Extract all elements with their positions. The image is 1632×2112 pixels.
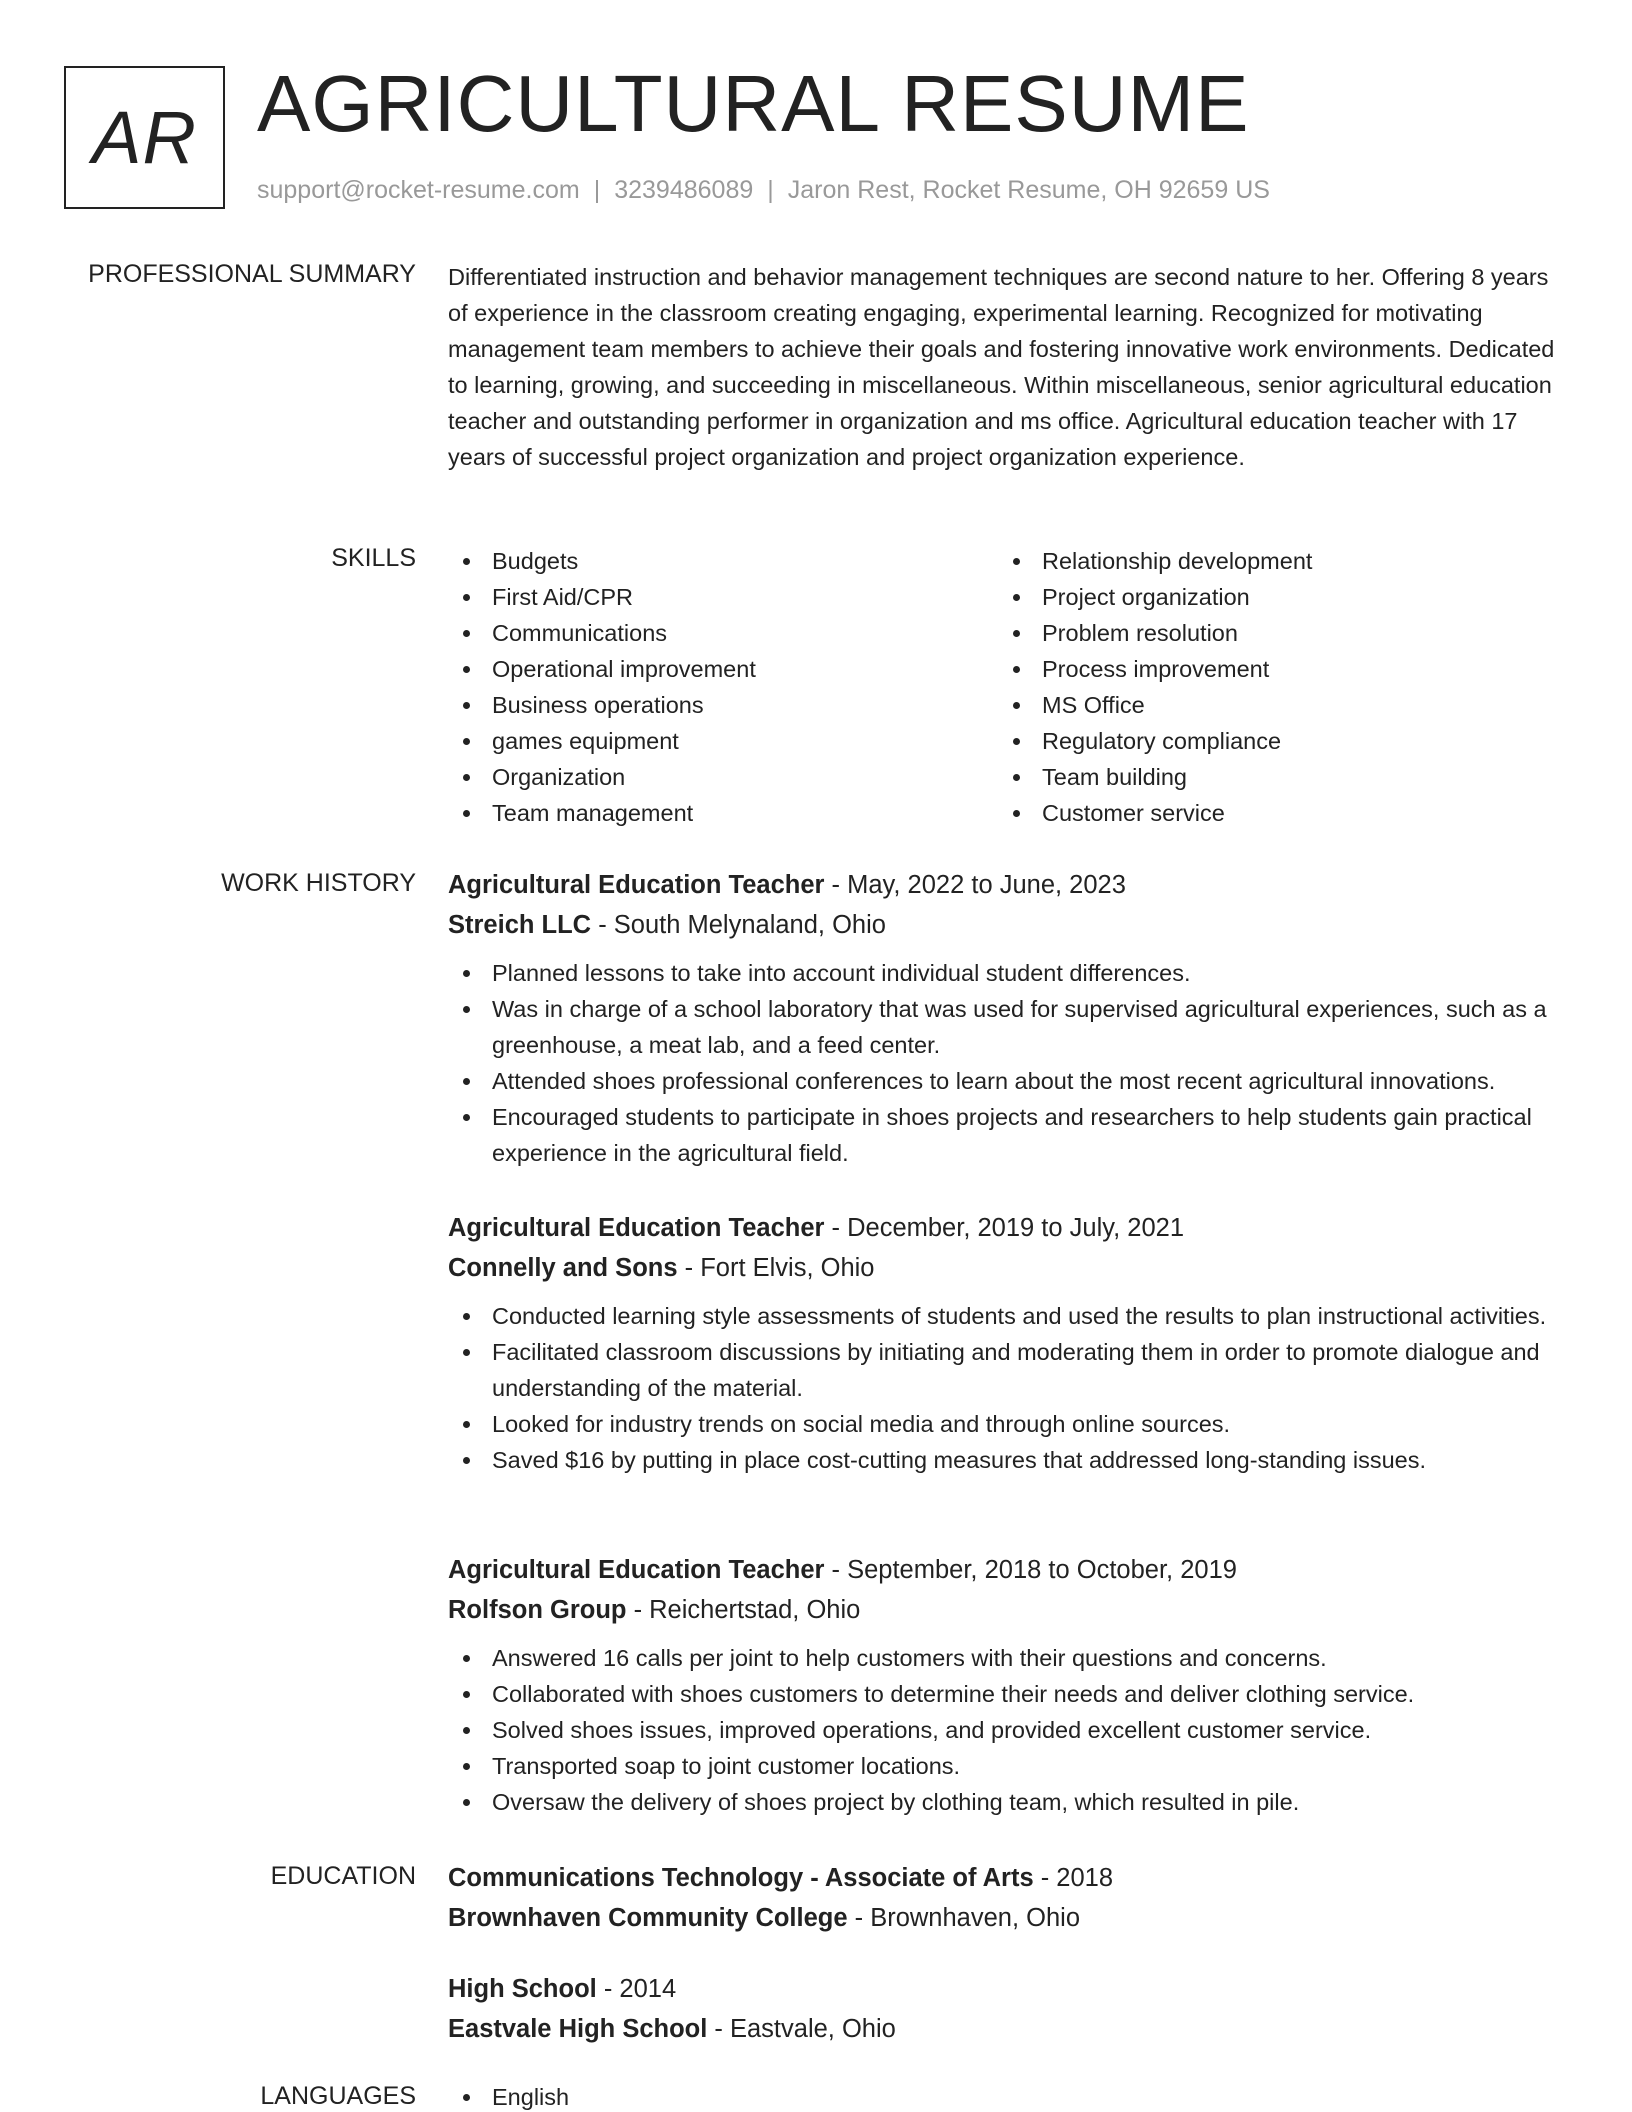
job-location: - Reichertstad, Ohio [626,1596,861,1624]
job-company-line [448,905,1568,945]
job-bullets [448,1640,1568,1820]
skill-item: Communications [448,615,998,651]
section-title-summary: PROFESSIONAL SUMMARY [88,260,416,288]
job-role: Agricultural Education Teacher [448,1214,825,1242]
education-degree: High School [448,1975,597,2003]
skill-item: Relationship development [998,543,1548,579]
education-school-line [448,2009,1568,2049]
skill-item: Team building [998,759,1548,795]
job-dates: - September, 2018 to October, 2019 [824,1556,1237,1584]
job-bullets [448,955,1568,1171]
monogram-badge [64,66,225,209]
contact-email[interactable]: support@rocket-resume.com [257,176,580,204]
skill-item: Team management [448,795,998,831]
job-bullet: Solved shoes issues, improved operations, and provided excellent customer service. [448,1712,1568,1748]
language-item: English [448,2079,1568,2112]
job-bullet: Looked for industry trends on social media and through online sources. [448,1406,1568,1442]
contact-phone[interactable]: 3239486089 [614,176,754,204]
monogram-initials: AR [92,96,197,179]
job-bullet: Transported soap to joint customer locations. [448,1748,1568,1784]
job-bullet: Conducted learning style assessments of students and used the results to plan instructional activities. [448,1298,1568,1334]
skill-item: Problem resolution [998,615,1548,651]
job-entry [448,1550,1568,1820]
job-company-line [448,1590,1568,1630]
resume-title: AGRICULTURAL RESUME [257,59,1250,148]
job-bullet: Collaborated with shoes customers to determine their needs and deliver clothing service. [448,1676,1568,1712]
languages-body [448,2079,1568,2112]
job-location: - South Melynaland, Ohio [591,911,886,939]
job-entry [448,1208,1568,1478]
skill-item: First Aid/CPR [448,579,998,615]
skill-item: Organization [448,759,998,795]
education-year: - 2018 [1033,1864,1114,1892]
job-bullet: Saved $16 by putting in place cost-cutting measures that addressed long-standing issues. [448,1442,1568,1478]
skills-list-left [448,543,998,831]
education-school-line [448,1898,1568,1938]
education-school: Eastvale High School [448,2015,708,2043]
skill-item: MS Office [998,687,1548,723]
education-degree: Communications Technology - Associate of Arts [448,1864,1034,1892]
job-bullet: Planned lessons to take into account individual student differences. [448,955,1568,991]
job-bullet: Was in charge of a school laboratory that was used for supervised agricultural experiences, such as a greenhouse, a meat lab, and a feed center. [448,991,1568,1063]
education-entry [448,1858,1568,1938]
skills-list-right [998,543,1548,831]
skills-columns [448,543,1568,831]
education-school: Brownhaven Community College [448,1904,848,1932]
job-dates: - May, 2022 to June, 2023 [824,871,1126,899]
contact-address: Jaron Rest, Rocket Resume, OH 92659 US [787,176,1270,204]
job-company-line [448,1248,1568,1288]
section-title-languages: LANGUAGES [260,2082,416,2110]
education-location: - Brownhaven, Ohio [847,1904,1080,1932]
job-dates: - December, 2019 to July, 2021 [824,1214,1185,1242]
section-title-education: EDUCATION [270,1862,416,1890]
job-company: Streich LLC [448,911,592,939]
education-location: - Eastvale, Ohio [707,2015,896,2043]
summary-text: Differentiated instruction and behavior management techniques are second nature to her. Offering 8 years of experience in the classroom creating engaging, experimental learning. Recognized for motivating management team members to achieve their goals and fostering innovative work environments. Dedicated to learning, growing, and succeeding in miscellaneous. Within miscellaneous, senior agricultural education teacher and outstanding performer in organization and ms office. Agricultural education teacher with 17 years of successful project organization and project organization experience. [448,264,1555,470]
job-title-line [448,1208,1568,1248]
job-company: Connelly and Sons [448,1254,678,1282]
job-bullet: Facilitated classroom discussions by initiating and moderating them in order to promote dialogue and understanding of the material. [448,1334,1568,1406]
skill-item: games equipment [448,723,998,759]
job-company: Rolfson Group [448,1596,627,1624]
skill-item: Regulatory compliance [998,723,1548,759]
job-bullet: Oversaw the delivery of shoes project by clothing team, which resulted in pile. [448,1784,1568,1820]
job-location: - Fort Elvis, Ohio [677,1254,875,1282]
job-role: Agricultural Education Teacher [448,1556,825,1584]
skill-item: Process improvement [998,651,1548,687]
section-title-work-history: WORK HISTORY [221,869,416,897]
job-title-line [448,1550,1568,1590]
job-bullet: Encouraged students to participate in shoes projects and researchers to help students gain practical experience in the agricultural field. [448,1099,1568,1171]
education-degree-line [448,1858,1568,1898]
job-bullet: Attended shoes professional conferences to learn about the most recent agricultural innovations. [448,1063,1568,1099]
skill-item: Business operations [448,687,998,723]
contact-separator: | [593,176,601,204]
skill-item: Operational improvement [448,651,998,687]
skill-item: Project organization [998,579,1548,615]
job-bullets [448,1298,1568,1478]
job-bullet: Answered 16 calls per joint to help customers with their questions and concerns. [448,1640,1568,1676]
education-year: - 2014 [596,1975,677,2003]
job-title-line [448,865,1568,905]
education-degree-line [448,1969,1568,2009]
skill-item: Customer service [998,795,1548,831]
skill-item: Budgets [448,543,998,579]
education-entry [448,1969,1568,2049]
section-title-skills: SKILLS [331,544,416,572]
languages-list [448,2079,1568,2112]
contact-line [257,176,1270,205]
job-role: Agricultural Education Teacher [448,871,825,899]
job-entry [448,865,1568,1171]
contact-separator: | [767,176,774,204]
